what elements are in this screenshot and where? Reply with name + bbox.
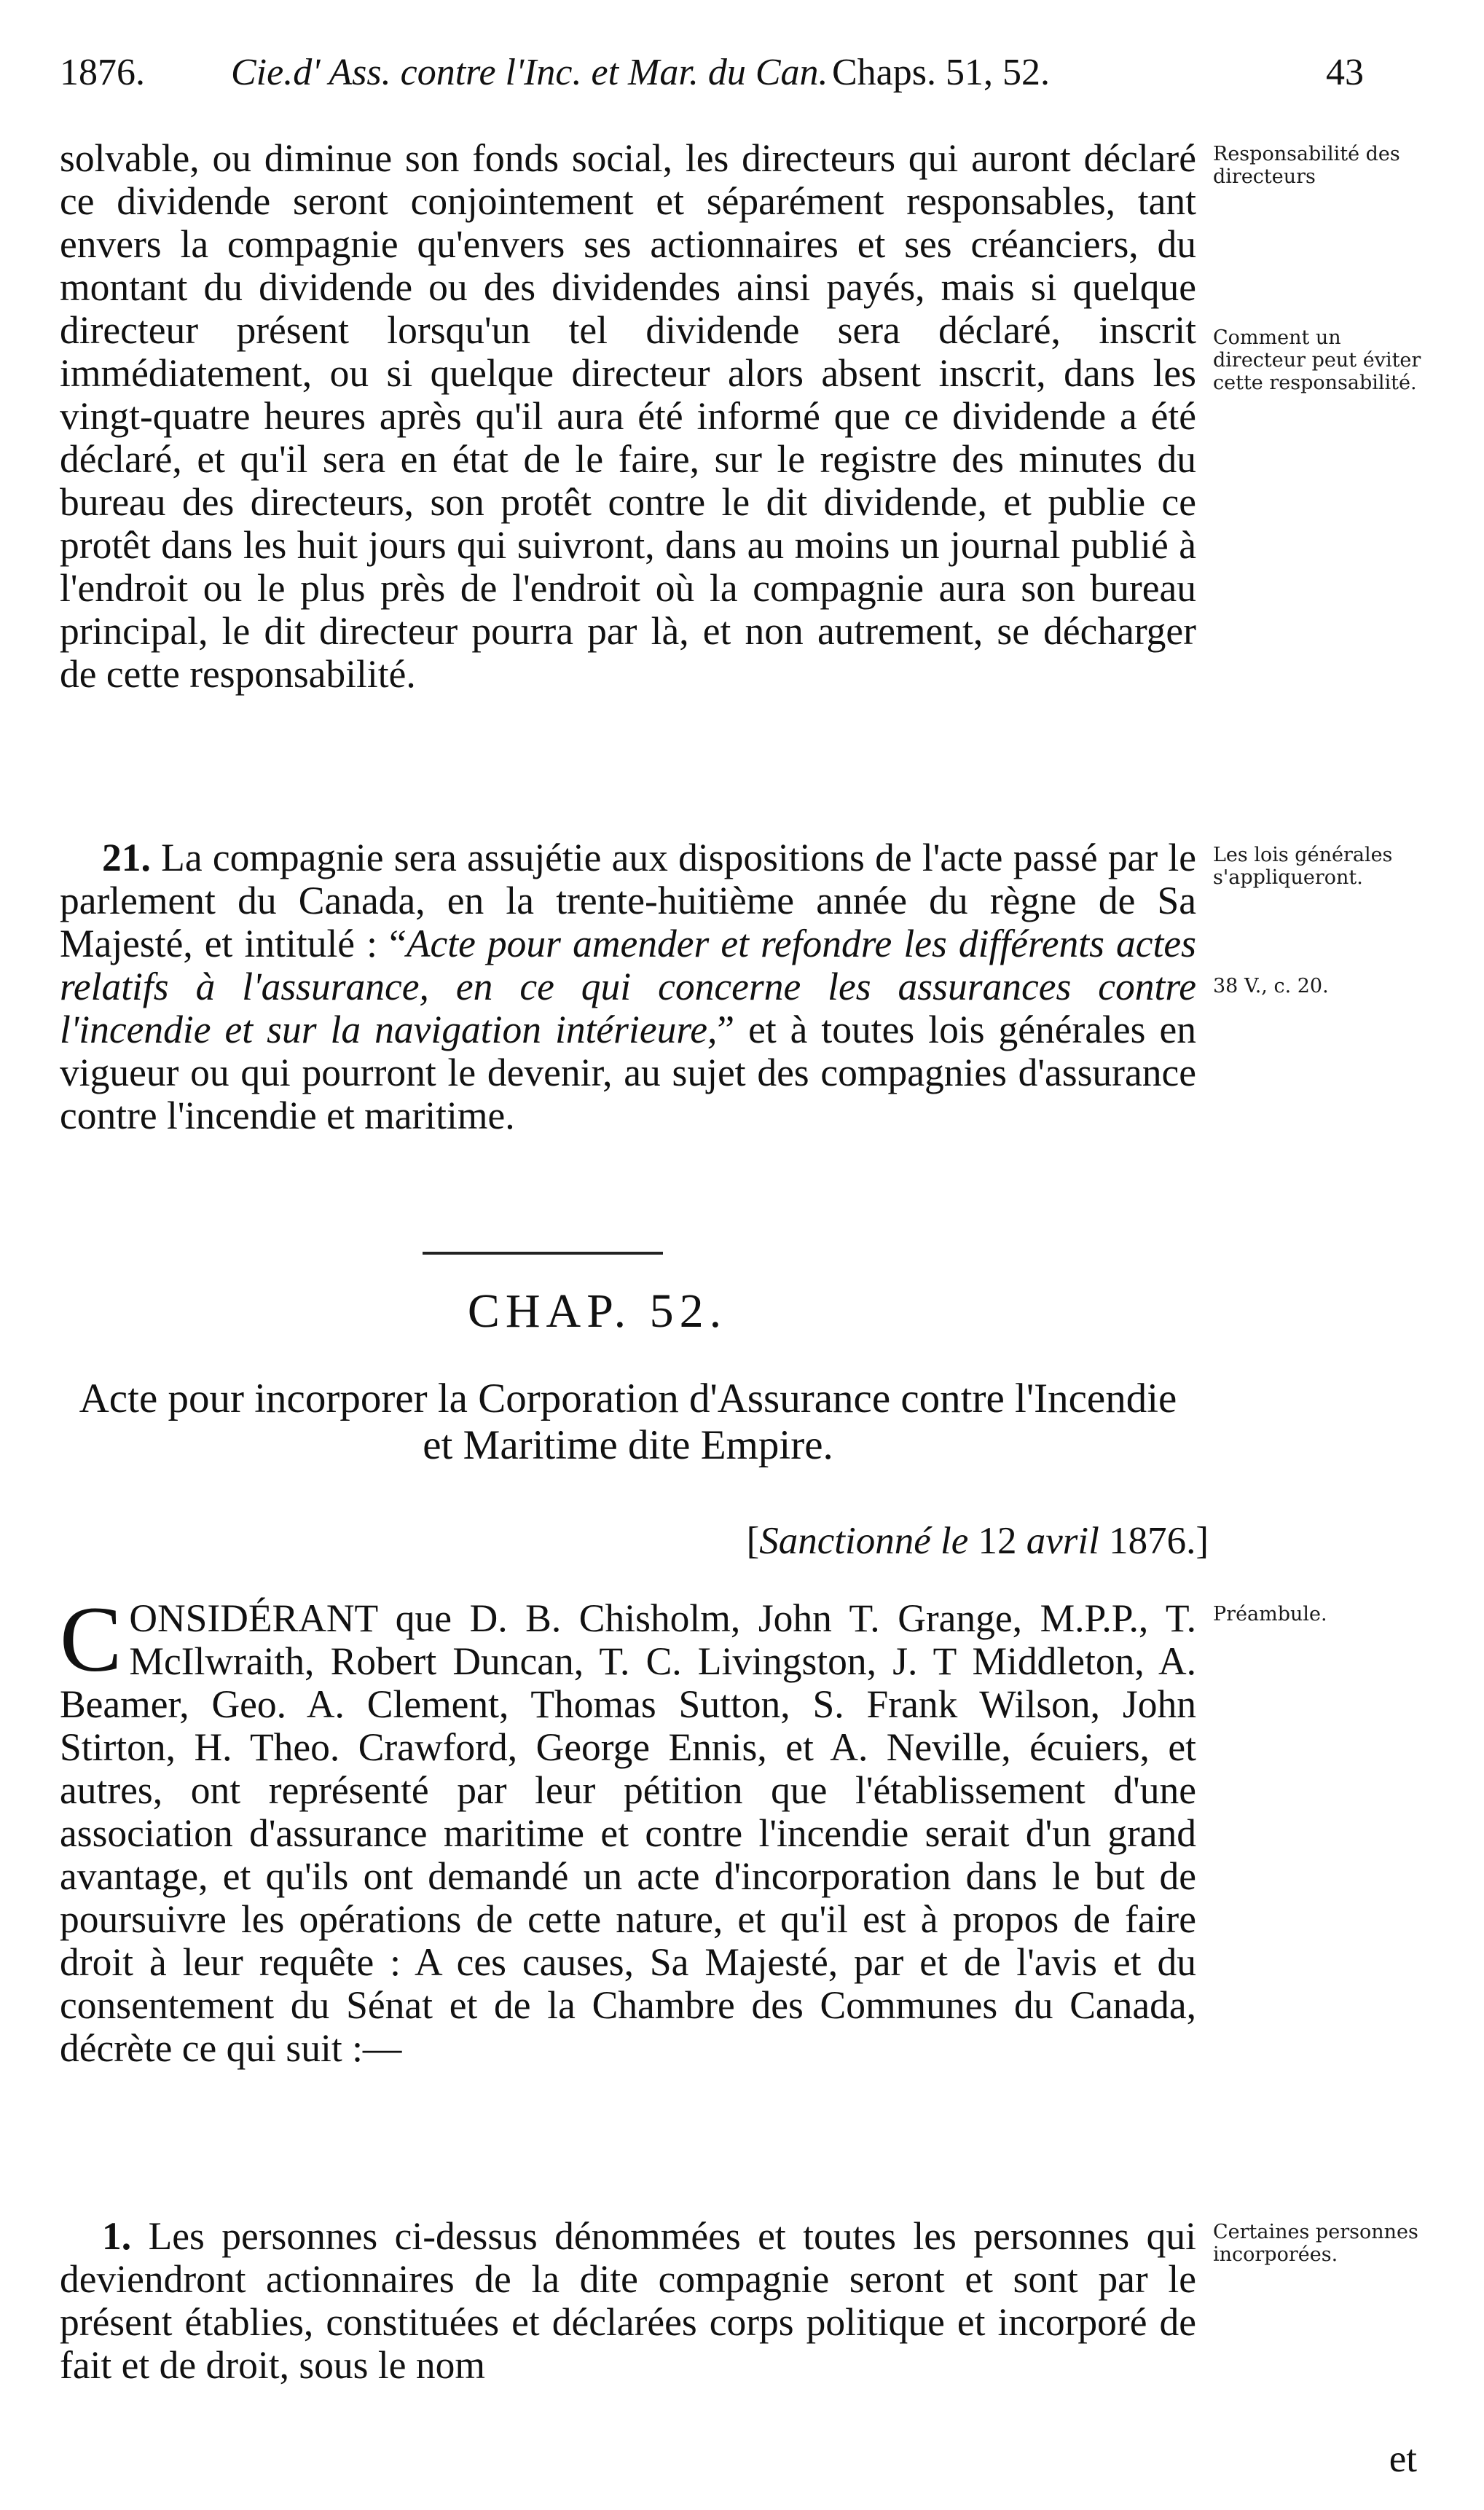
header-title: Cie.d' Ass. contre l'Inc. et Mar. du Can. [231,52,828,93]
chapter-heading: CHAP. 52. [467,1285,728,1338]
margin-note-responsabilite: Responsabilité des directeurs [1213,143,1400,188]
section-21-text-after: ” et à toutes lois générales en vigueur ou qui pourront le devenir, au sujet des compagnies d'assurance contre l'incendie et maritime. [60,1008,1196,1137]
section-21-act-title: Acte pour amender et refondre les différents actes relatifs à l'assurance, en ce qui concerne les assurances contre l'incendie et sur la navigation intérieure, [60,922,1196,1051]
catchword: et [1389,2438,1417,2480]
running-header [60,51,1364,109]
margin-note-citation: 38 V., c. 20. [1213,975,1329,997]
section-20-text: solvable, ou diminue son fonds social, les directeurs qui auront déclaré ce dividende seront conjointement et séparément responsables, tant envers la compagnie qu'envers ses actionnaires et ses créanciers, du montant du dividende ou des dividendes ainsi payés, mais si quelque directeur présent lorsqu'un tel dividende sera déclaré, inscrit immédiatement, ou si quelque directeur alors absent inscrit, dans les vingt-quatre heures après qu'il aura été informé que ce dividende a été déclaré, et qu'il sera en état de le faire, sur le registre des minutes du bureau des directeurs, son protêt contre le dit dividende, et publie ce protêt dans les huit jours qui suivront, dans au moins un journal publié à l'endroit ou le plus près de l'endroit où la compagnie aura son bureau principal, le dit directeur pourra par là, et non autrement, se décharger de cette responsabilité. [60,136,1196,696]
sanction-day: 12 [978,1520,1017,1562]
margin-note-certaines: Certaines personnes incorporées. [1213,2221,1418,2266]
section-1 [60,2215,1196,2387]
preamble [60,1588,1196,2070]
section-divider [423,1252,663,1255]
sanction-italic: Sanctionné le [759,1520,969,1562]
header-year: 1876. [60,52,145,93]
section-21-number: 21. [102,836,151,879]
act-title: Acte pour incorporer la Corporation d'Assurance contre l'Incendie et Maritime dite Empire. [79,1376,1177,1468]
section-1-text: Les personnes ci-dessus dénommées et toutes les personnes qui deviendront actionnaires de la dite compagnie seront et sont par le présent établies, constituées et déclarées corps politique et incorporé de fait et de droit, sous le nom [60,2214,1196,2387]
header-chapters: Chaps. 51, 52. [832,52,1050,93]
page-number: 43 [1326,52,1364,93]
sanction-year: 1876.] [1109,1520,1209,1562]
margin-note-preambule: Préambule. [1213,1603,1327,1625]
section-1-paragraph [60,2215,1196,2387]
margin-note-comment: Comment un directeur peut éviter cette responsabilité. [1213,326,1421,394]
section-21-paragraph [60,836,1196,1137]
margin-note-lois: Les lois générales s'appliqueront. [1213,844,1393,889]
preamble-text: ONSIDÉRANT que D. B. Chisholm, John T. Grange, M.P.P., T. McIlwraith, Robert Duncan, T. C. Livingston, J. T Middleton, A. Beamer, Geo. A. Clement, Thomas Sutton, S. Frank Wilson, John Stirton, H. Theo. Crawford, George Ennis, et A. Neville, écuiers, et autres, ont représenté par leur pétition que l'établissement d'une association d'assurance maritime et contre l'incendie serait d'un grand avantage, et qu'ils ont demandé un acte d'incorporation dans le but de poursuivre les opérations de cette nature, et qu'il est à propos de faire droit à leur requête : A ces causes, Sa Majesté, par et de l'avis et du consentement du Sénat et de la Chambre des Communes du Canada, décrète ce qui suit :— [60,1596,1196,2070]
section-20-continuation [60,137,1196,696]
sanction-month: avril [1026,1520,1099,1562]
section-21-text-before: La compagnie sera assujétie aux dispositions de l'acte passé par le parlement du Canada, en la trente-huitième année du règne de Sa Majesté, et intitulé : “ [60,836,1197,965]
sanction-date [747,1519,1209,1563]
section-1-number: 1. [102,2214,132,2258]
sanction-prefix: [ [746,1520,760,1562]
section-21 [60,836,1196,1137]
preamble-dropcap: C [60,1588,122,1691]
